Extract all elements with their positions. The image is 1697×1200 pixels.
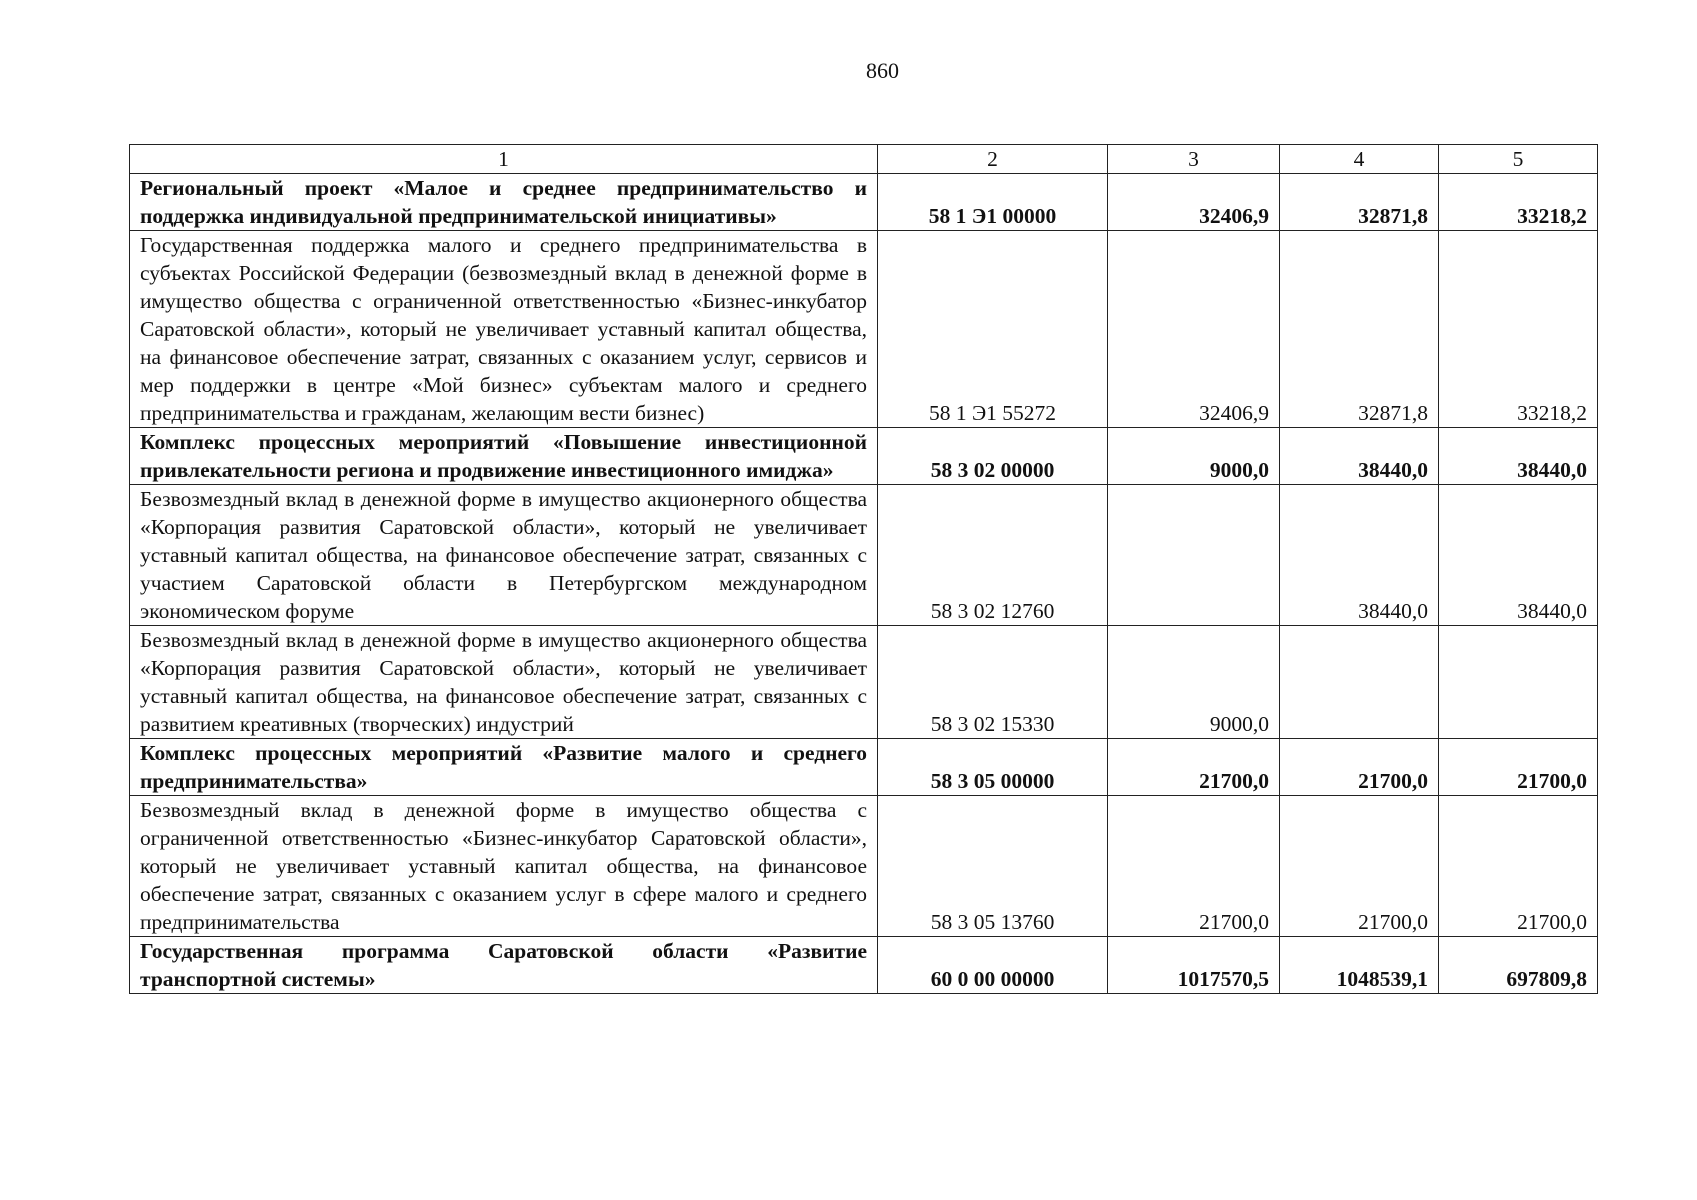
row-name: Государственная поддержка малого и среднего предпринимательства в субъектах Российской Федерации (безвозмездный вклад в денежной форме в имущество общества с ограниченной ответственностью «Бизнес-инкубатор Саратовской области», который не увеличивает уставный капитал общества, на финансовое обеспечение затрат, связанных с оказанием услуг, сервисов и мер поддержки в центре «Мой бизнес» субъектам малого и среднего предпринимательства и гражданам, желающим вести бизнес) (130, 231, 878, 428)
column-header: 4 (1280, 145, 1439, 174)
row-code: 60 0 00 00000 (878, 937, 1108, 994)
row-name: Региональный проект «Малое и среднее предпринимательство и поддержка индивидуальной предпринимательской инициативы» (130, 174, 878, 231)
row-value-col3: 32406,9 (1108, 174, 1280, 231)
row-value-col5: 697809,8 (1439, 937, 1598, 994)
row-name: Безвозмездный вклад в денежной форме в имущество общества с ограниченной ответственностью «Бизнес-инкубатор Саратовской области», который не увеличивает уставный капитал общества, на финансовое обеспечение затрат, связанных с оказанием услуг в сфере малого и среднего предпринимательства (130, 796, 878, 937)
row-code: 58 1 Э1 00000 (878, 174, 1108, 231)
row-value-col3: 9000,0 (1108, 626, 1280, 739)
row-value-col5: 38440,0 (1439, 428, 1598, 485)
row-value-col5 (1439, 626, 1598, 739)
table-row (130, 485, 1598, 626)
row-value-col3: 32406,9 (1108, 231, 1280, 428)
column-header: 3 (1108, 145, 1280, 174)
row-value-col4: 38440,0 (1280, 428, 1439, 485)
row-value-col4: 38440,0 (1280, 485, 1439, 626)
row-code: 58 3 05 00000 (878, 739, 1108, 796)
row-value-col4: 21700,0 (1280, 739, 1439, 796)
row-name: Комплекс процессных мероприятий «Развитие малого и среднего предпринимательства» (130, 739, 878, 796)
row-name: Комплекс процессных мероприятий «Повышение инвестиционной привлекательности региона и продвижение инвестиционного имиджа» (130, 428, 878, 485)
budget-table (129, 144, 1598, 994)
column-header: 5 (1439, 145, 1598, 174)
table-row (130, 626, 1598, 739)
table-row (130, 174, 1598, 231)
row-code: 58 3 02 12760 (878, 485, 1108, 626)
row-name: Безвозмездный вклад в денежной форме в имущество акционерного общества «Корпорация развития Саратовской области», который не увеличивает уставный капитал общества, на финансовое обеспечение затрат, связанных с участием Саратовской области в Петербургском международном экономическом форуме (130, 485, 878, 626)
row-name: Государственная программа Саратовской области «Развитие транспортной системы» (130, 937, 878, 994)
row-value-col3: 1017570,5 (1108, 937, 1280, 994)
table-row (130, 231, 1598, 428)
column-header: 1 (130, 145, 878, 174)
row-value-col5: 33218,2 (1439, 231, 1598, 428)
row-code: 58 1 Э1 55272 (878, 231, 1108, 428)
row-value-col5: 21700,0 (1439, 739, 1598, 796)
row-value-col5: 21700,0 (1439, 796, 1598, 937)
row-value-col3 (1108, 485, 1280, 626)
row-name: Безвозмездный вклад в денежной форме в имущество акционерного общества «Корпорация развития Саратовской области», который не увеличивает уставный капитал общества, на финансовое обеспечение затрат, связанных с развитием креативных (творческих) индустрий (130, 626, 878, 739)
table-row (130, 739, 1598, 796)
row-code: 58 3 05 13760 (878, 796, 1108, 937)
row-code: 58 3 02 15330 (878, 626, 1108, 739)
row-value-col4: 32871,8 (1280, 231, 1439, 428)
page-number: 860 (866, 58, 899, 83)
table-row (130, 937, 1598, 994)
column-header: 2 (878, 145, 1108, 174)
row-value-col4: 32871,8 (1280, 174, 1439, 231)
row-value-col4: 1048539,1 (1280, 937, 1439, 994)
row-value-col4: 21700,0 (1280, 796, 1439, 937)
row-value-col3: 21700,0 (1108, 739, 1280, 796)
row-value-col3: 9000,0 (1108, 428, 1280, 485)
row-value-col5: 38440,0 (1439, 485, 1598, 626)
row-code: 58 3 02 00000 (878, 428, 1108, 485)
table-row (130, 796, 1598, 937)
row-value-col4 (1280, 626, 1439, 739)
table-row (130, 428, 1598, 485)
row-value-col3: 21700,0 (1108, 796, 1280, 937)
row-value-col5: 33218,2 (1439, 174, 1598, 231)
table-header-row (130, 145, 1598, 174)
